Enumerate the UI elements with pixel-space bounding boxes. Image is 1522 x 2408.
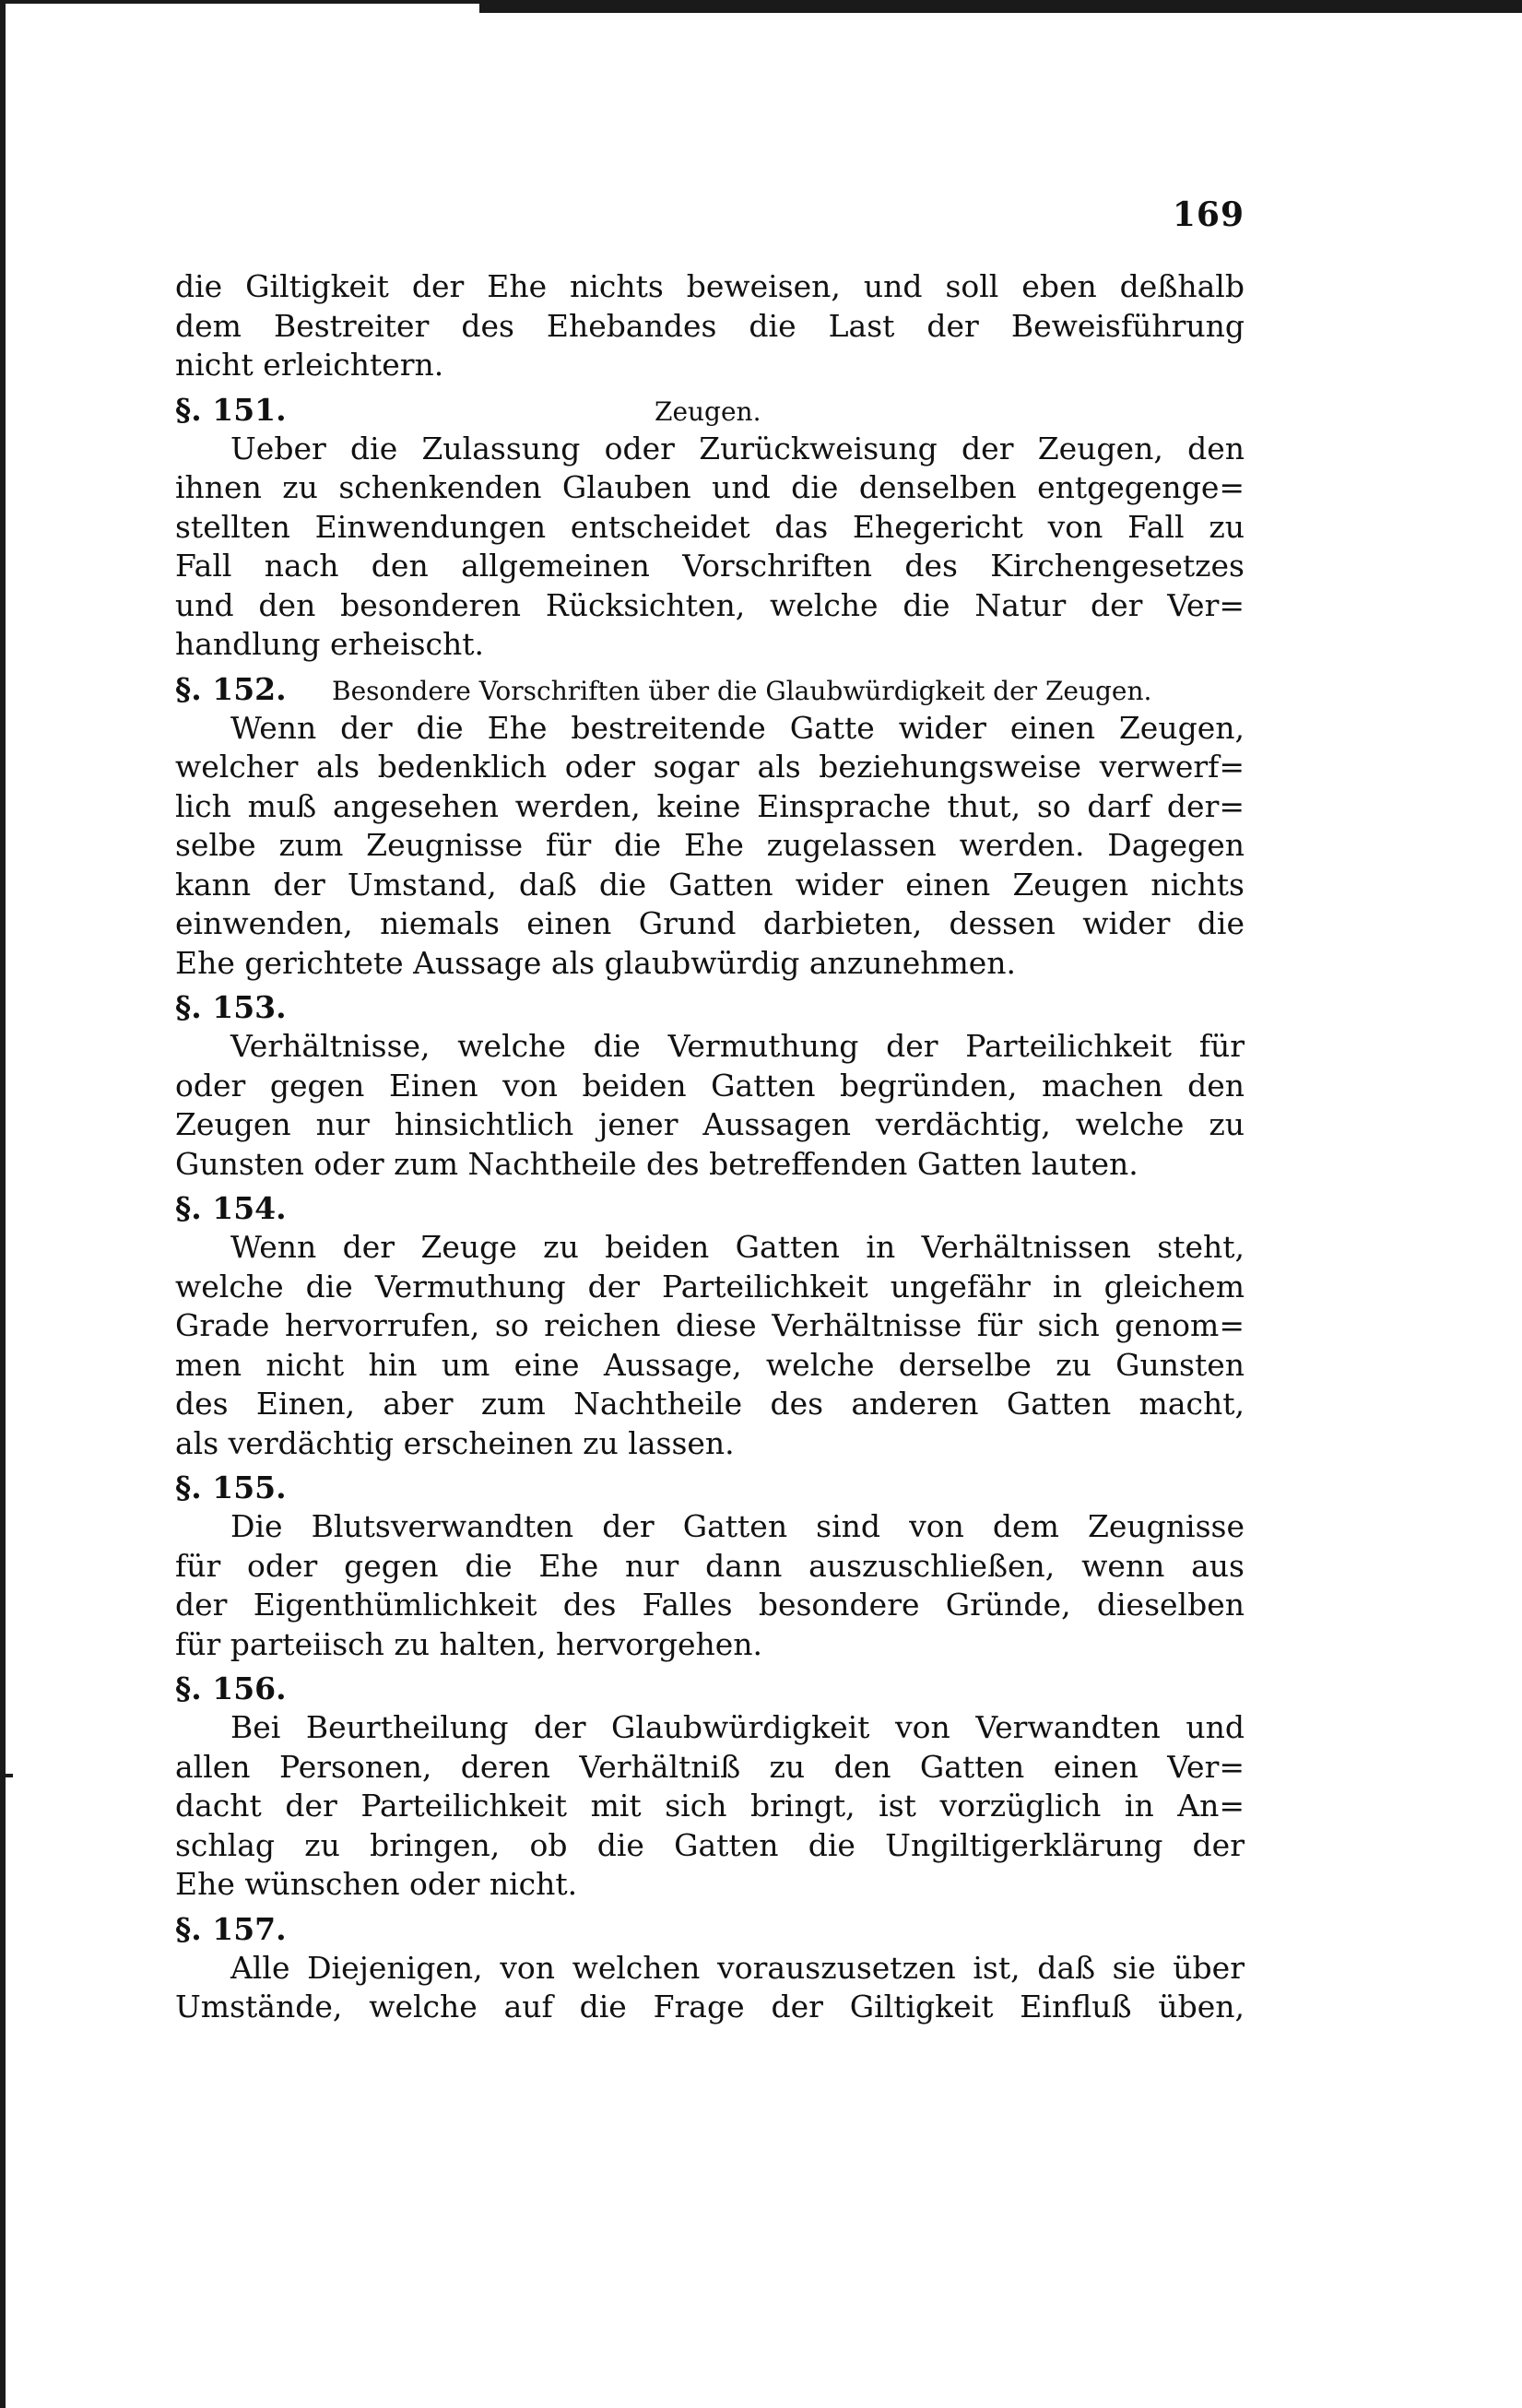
- text-line: Verhältnisse, welche die Vermuthung der Parteilichkeit für: [230, 1028, 1245, 1064]
- text-line: Fall nach den allgemeinen Vorschriften des Kirchengesetzes: [175, 548, 1245, 584]
- text-line: kann der Umstand, daß die Gatten wider einen Zeugen nichts: [175, 866, 1245, 903]
- text-line: stellten Einwendungen entscheidet das Ehegericht von Fall zu: [175, 508, 1245, 545]
- text-line: Umstände, welche auf die Frage der Giltigkeit Einfluß üben,: [175, 1989, 1245, 2024]
- text-line: Gunsten oder zum Nachtheile des betreffenden Gatten lauten.: [175, 1145, 1139, 1182]
- text-line: Die Blutsverwandten der Gatten sind von dem Zeugnisse: [230, 1508, 1245, 1544]
- section-155: [175, 1469, 1245, 1664]
- section-heading: [175, 391, 1245, 430]
- text-line: men nicht hin um eine Aussage, welche derselbe zu Gunsten: [175, 1346, 1245, 1383]
- text-line: Ehe wünschen oder nicht.: [175, 1866, 578, 1902]
- text-line: Ueber die Zulassung oder Zurückweisung der Zeugen, den: [230, 430, 1245, 466]
- section-number: §. 153.: [175, 989, 287, 1025]
- page-number: 169: [1172, 195, 1245, 234]
- text-line: und den besonderen Rücksichten, welche die Natur der Ver=: [175, 586, 1245, 623]
- section-paragraph: [175, 1949, 1245, 2027]
- section-number: §. 154.: [175, 1190, 287, 1226]
- text-line: oder gegen Einen von beiden Gatten begründen, machen den: [175, 1067, 1245, 1104]
- text-line: dacht der Parteilichkeit mit sich bringt, ist vorzüglich in An=: [175, 1788, 1245, 1824]
- text-line: Ehe gerichtete Aussage als glaubwürdig anzunehmen.: [175, 944, 1017, 981]
- text-line: lich muß angesehen werden, keine Einsprache thut, so darf der=: [175, 787, 1245, 824]
- text-line: die Giltigkeit der Ehe nichts beweisen, und soll eben deßhalb: [175, 268, 1245, 304]
- text-line: Wenn der die Ehe bestreitende Gatte wider einen Zeugen,: [230, 709, 1245, 746]
- text-line: als verdächtig erscheinen zu lassen.: [175, 1424, 735, 1461]
- text-line: für oder gegen die Ehe nur dann auszuschließen, wenn aus: [175, 1547, 1245, 1584]
- text-line: ihnen zu schenkenden Glauben und die denselben entgegenge=: [175, 469, 1245, 505]
- text-line: welche die Vermuthung der Parteilichkeit ungefähr in gleichem: [175, 1268, 1245, 1304]
- text-line: Zeugen nur hinsichtlich jener Aussagen verdächtig, welche zu: [175, 1106, 1245, 1142]
- section-154: [175, 1189, 1245, 1463]
- section-number: §. 156.: [175, 1670, 287, 1706]
- section-153: [175, 988, 1245, 1184]
- section-heading: [175, 670, 1245, 709]
- text-line: der Eigenthümlichkeit des Falles besondere Gründe, dieselben: [175, 1587, 1245, 1623]
- section-heading: [175, 1469, 1245, 1507]
- section-156: [175, 1670, 1245, 1905]
- section-157: [175, 1910, 1245, 2027]
- text-line: selbe zum Zeugnisse für die Ehe zugelassen werden. Dagegen: [175, 827, 1245, 863]
- text-line: für parteiisch zu halten, hervorgehen.: [175, 1625, 763, 1662]
- section-paragraph: [175, 430, 1245, 665]
- text-line: nicht erleichtern.: [175, 347, 444, 383]
- section-number: §. 152.: [175, 670, 287, 707]
- section-paragraph: [175, 1708, 1245, 1905]
- text-line: dem Bestreiter des Ehebandes die Last der Beweisführung: [175, 307, 1245, 344]
- section-number: §. 157.: [175, 1910, 287, 1947]
- section-title: Zeugen.: [655, 395, 761, 427]
- text-line: einwenden, niemals einen Grund darbieten, dessen wider die: [175, 905, 1245, 941]
- text-line: welcher als bedenklich oder sogar als beziehungsweise verwerf=: [175, 749, 1245, 785]
- section-heading: [175, 988, 1245, 1027]
- section-title: Besondere Vorschriften über die Glaubwürdigkeit der Zeugen.: [332, 675, 1152, 706]
- section-heading: [175, 1910, 1245, 1949]
- text-line: allen Personen, deren Verhältniß zu den Gatten einen Ver=: [175, 1748, 1245, 1785]
- scan-edge-top: [479, 0, 1522, 13]
- text-line: handlung erheischt.: [175, 626, 485, 662]
- section-paragraph: [175, 1507, 1245, 1664]
- section-paragraph: [175, 1027, 1245, 1184]
- text-line: schlag zu bringen, ob die Gatten die Ungiltigerklärung der: [175, 1826, 1245, 1863]
- section-paragraph: [175, 1228, 1245, 1463]
- scan-edge-tick: [0, 1774, 13, 1777]
- text-line: Bei Beurtheilung der Glaubwürdigkeit von Verwandten und: [230, 1709, 1245, 1745]
- section-number: §. 151.: [175, 391, 287, 428]
- text-line: Wenn der Zeuge zu beiden Gatten in Verhältnissen steht,: [230, 1229, 1245, 1265]
- section-heading: [175, 1189, 1245, 1228]
- intro-paragraph: [175, 267, 1245, 385]
- text-line: Grade hervorrufen, so reichen diese Verhältnisse für sich genom=: [175, 1307, 1245, 1343]
- section-151: [175, 391, 1245, 665]
- section-152: [175, 670, 1245, 984]
- text-line: Alle Diejenigen, von welchen vorauszusetzen ist, daß sie über: [230, 1949, 1245, 1986]
- section-heading: [175, 1670, 1245, 1708]
- scan-border-left: [0, 0, 6, 2408]
- section-number: §. 155.: [175, 1470, 287, 1505]
- text-line: des Einen, aber zum Nachtheile des anderen Gatten macht,: [175, 1386, 1245, 1422]
- page-body: [175, 267, 1245, 2031]
- section-paragraph: [175, 709, 1245, 984]
